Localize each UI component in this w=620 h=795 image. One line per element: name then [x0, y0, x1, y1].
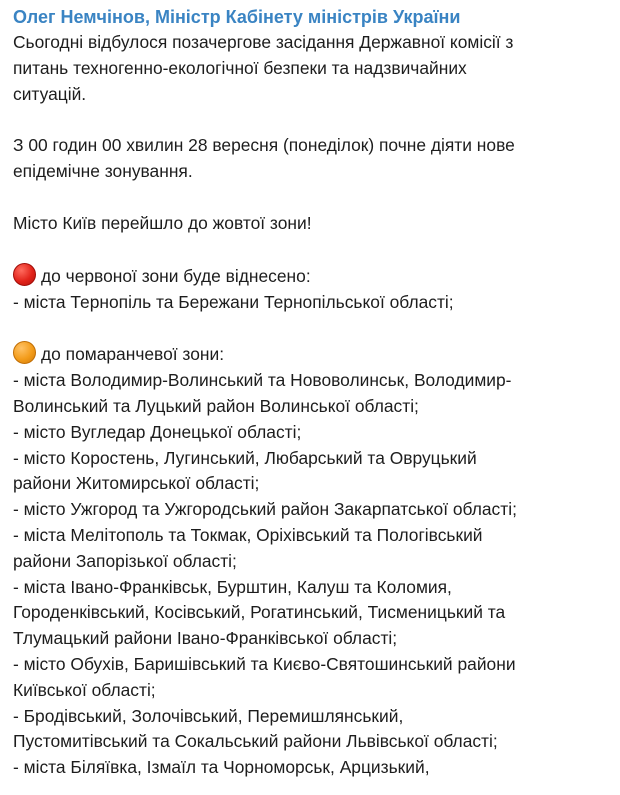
orange-zone-item: - міста Володимир-Волинський та Нововолинськ, Володимир-: [13, 370, 512, 391]
orange-zone-item: райони Запорізької області;: [13, 550, 237, 571]
intro-paragraph: [13, 30, 613, 107]
text-line: Місто Київ перейшло до жовтої зони!: [13, 212, 312, 233]
orange-zone-item: - міста Біляївка, Ізмаїл та Чорноморськ, Арцизький,: [13, 757, 430, 778]
orange-zone-item: - місто Обухів, Баришівський та Києво-Святошинський райони: [13, 653, 516, 674]
orange-zone-item: - місто Коростень, Лугинський, Любарський та Овруцький: [13, 447, 477, 468]
orange-zone-item: Городенківський, Косівський, Рогатинський, Тисменицький та: [13, 602, 506, 623]
red-zone-heading-text: до червоної зони буде віднесено:: [41, 265, 311, 286]
orange-circle-icon: [13, 341, 36, 364]
orange-zone-item: Київської області;: [13, 679, 156, 700]
red-zone-item: - міста Тернопіль та Бережани Тернопільської області;: [13, 291, 454, 312]
paragraph-gap: [13, 315, 613, 341]
kyiv-paragraph: [13, 211, 613, 237]
message-author[interactable]: Олег Немчінов, Міністр Кабінету міністрів України: [13, 7, 461, 27]
orange-zone-item: Тлумацький райони Івано-Франківської області;: [13, 628, 398, 649]
orange-zone-item: - місто Ужгород та Ужгородський район Закарпатської області;: [13, 499, 517, 520]
text-line: питань техногенно-екологічної безпеки та надзвичайних: [13, 57, 467, 78]
red-zone-heading: [13, 263, 613, 290]
zoning-paragraph: [13, 133, 613, 185]
orange-zone-item: - Бродівський, Золочівський, Перемишлянський,: [13, 705, 404, 726]
orange-zone-heading-text: до помаранчевої зони:: [41, 344, 225, 365]
orange-zone-item: Волинський та Луцький район Волинської області;: [13, 395, 419, 416]
telegram-message: [13, 4, 613, 781]
orange-zone-paragraph: [13, 341, 613, 781]
red-circle-icon: [13, 263, 36, 286]
message-body: [13, 30, 613, 781]
orange-zone-item: - місто Вугледар Донецької області;: [13, 421, 302, 442]
paragraph-gap: [13, 237, 613, 263]
text-line: ситуацій.: [13, 83, 87, 104]
text-line: епідемічне зонування.: [13, 161, 193, 182]
text-line: З 00 годин 00 хвилин 28 вересня (понеділок) почне діяти нове: [13, 135, 515, 156]
orange-zone-heading: [13, 341, 613, 368]
orange-zone-item: Пустомитівський та Сокальський райони Львівської області;: [13, 731, 498, 752]
paragraph-gap: [13, 107, 613, 133]
text-line: Сьогодні відбулося позачергове засідання Державної комісії з: [13, 32, 514, 52]
orange-zone-item: - міста Івано-Франківськ, Бурштин, Калуш та Коломия,: [13, 576, 452, 597]
red-zone-paragraph: [13, 263, 613, 316]
paragraph-gap: [13, 185, 613, 211]
orange-zone-item: райони Житомирської області;: [13, 473, 260, 494]
orange-zone-item: - міста Мелітополь та Токмак, Оріхівський та Пологівський: [13, 524, 483, 545]
